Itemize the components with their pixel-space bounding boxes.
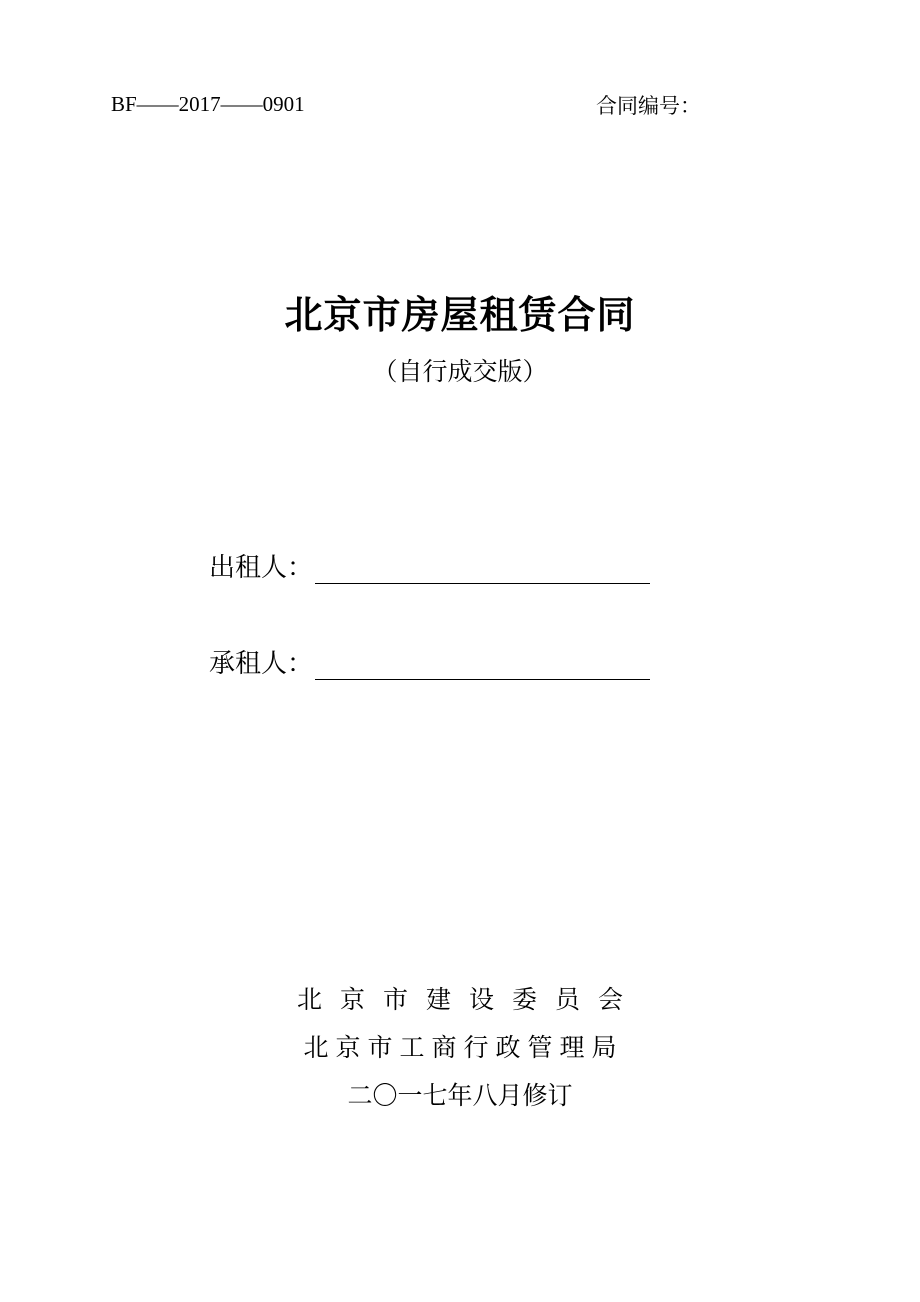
issuer-industry-commerce-bureau: 北京市工商行政管理局 (303, 1033, 624, 1062)
lessee-blank-line[interactable] (315, 649, 650, 680)
issuer-construction-commission: 北京市建设委员会 (296, 985, 641, 1014)
lessor-blank-line[interactable] (315, 553, 650, 584)
document-title: 北京市房屋租赁合同 (284, 293, 636, 337)
lessee-label: 承租人： (209, 649, 314, 679)
revision-date: 二〇一七年八月修订 (347, 1081, 573, 1110)
document-subtitle: （自行成交版） (372, 357, 548, 386)
contract-number-label: 合同编号： (596, 94, 701, 118)
form-code: BF——2017——0901 (111, 92, 305, 116)
lessor-field (209, 547, 650, 584)
lessee-field (209, 643, 650, 680)
lessor-label: 出租人： (209, 553, 314, 583)
